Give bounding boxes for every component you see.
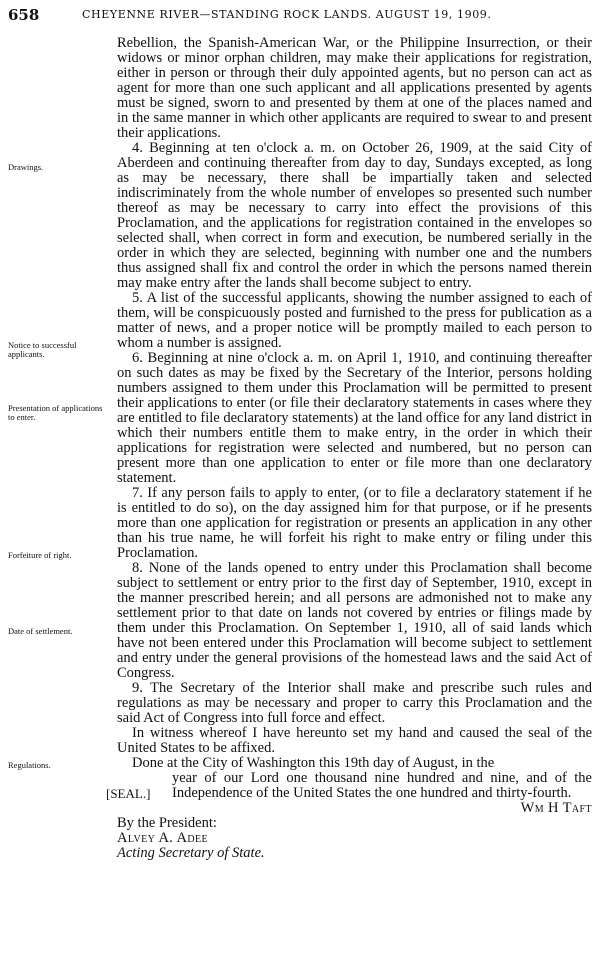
date-clause-text: year of our Lord one thousand nine hundred and nine, and of the Independence of the United States the one hundred and thirty-fourth.	[172, 770, 592, 801]
seal-mark: [SEAL.]	[106, 786, 151, 801]
body-text	[106, 35, 592, 861]
date-clause	[106, 770, 592, 801]
paragraph-4: 4. Beginning at ten o'clock a. m. on October 26, 1909, at the said City of Aberdeen and continuing thereafter from day to day, Sundays excepted, as long as may be necessary, there shall be impartially taken and selected indiscriminately from the whole number of envelopes so presented such number thereof as may be necessary to carry into effect the provisions of this Proclamation, and the applications for registration contained in the envelopes so selected shall, when correct in form and execution, be numbered serially in the order in which they are selected, beginning with number one and the numbers thus assigned shall fix and control the order in which the persons named therein may make entry after the lands shall become subject to entry.	[117, 140, 592, 291]
president-signature: Wm H Taft	[520, 800, 592, 816]
secretary-name: Alvey A. Adee	[117, 830, 209, 846]
paragraph-continued: Rebellion, the Spanish-American War, or the Philippine Insurrection, or their widows or minor orphan children, may make their applications for registration, either in person or through their duly appointed agents, but no person can act as agent for more than one such applicant and all applications presented by agents must be signed, sworn to and presented by them at one of the places named and in the same manner in which other applicants are required to swear to and present their applications.	[117, 35, 592, 141]
running-head: CHEYENNE RIVER—STANDING ROCK LANDS. AUGUST 19, 1909.	[82, 8, 492, 21]
page-number: 658	[8, 6, 40, 24]
paragraph-6: 6. Beginning at nine o'clock a. m. on April 1, 1910, and continuing thereafter on such dates as may be fixed by the Secretary of the Interior, persons holding numbers assigned to them under this Proclamation will be permitted to present their applications to enter (or file their declaratory statements in cases where they are entitled to file declaratory statements) at the land office for any land district in which their numbers entitle them to make entry, in the order in which their applications for registration were selected and numbered, but no person can present more than one application to enter or file more than one declaratory statement.	[117, 350, 592, 486]
witness-clause: In witness whereof I have hereunto set my hand and caused the seal of the United States to be affixed.	[117, 725, 592, 756]
secretary-title: Acting Secretary of State.	[117, 845, 265, 861]
side-note-notice: Notice to successful applicants.	[8, 340, 77, 359]
by-the-president: By the President:	[117, 815, 217, 831]
paragraph-5: 5. A list of the successful applicants, showing the number assigned to each of them, will be conspicuously posted and furnished to the press for publication as a matter of news, and a proper notice will be promptly mailed to each person to whom a number is assigned.	[117, 290, 592, 351]
paragraph-7: 7. If any person fails to apply to enter, (or to file a declaratory statement if he is entitled to do so), on the day assigned him for that purpose, or if he presents more than one application for registration or presents an application in any other than his true name, he will forfeit his right to make entry or filing under this Proclamation.	[117, 485, 592, 561]
paragraph-8: 8. None of the lands opened to entry under this Proclamation shall become subject to settlement or entry prior to the first day of September, 1910, except in the manner prescribed herein; and all persons are admonished not to make any settlement prior to that date on lands not covered by entries or filings made by them under this Proclamation. On September 1, 1910, all of said lands which have not been entered under this Proclamation will become subject to settlement and entry under the general provisions of the homestead laws and the said Act of Congress.	[117, 560, 592, 681]
done-at-line: Done at the City of Washington this 19th day of August, in the	[132, 755, 495, 771]
side-note-settlement: Date of settlement.	[8, 626, 73, 636]
side-note-presentation: Presentation of applications to enter.	[8, 403, 103, 422]
paragraph-9: 9. The Secretary of the Interior shall make and prescribe such rules and regulations as may be necessary and proper to carry this Proclamation and the said Act of Congress into full force and effect.	[117, 680, 592, 726]
side-note-forfeiture: Forfeiture of right.	[8, 550, 72, 560]
page-header	[8, 6, 592, 28]
side-note-drawings: Drawings.	[8, 162, 44, 172]
side-note-regulations: Regulations.	[8, 760, 51, 770]
